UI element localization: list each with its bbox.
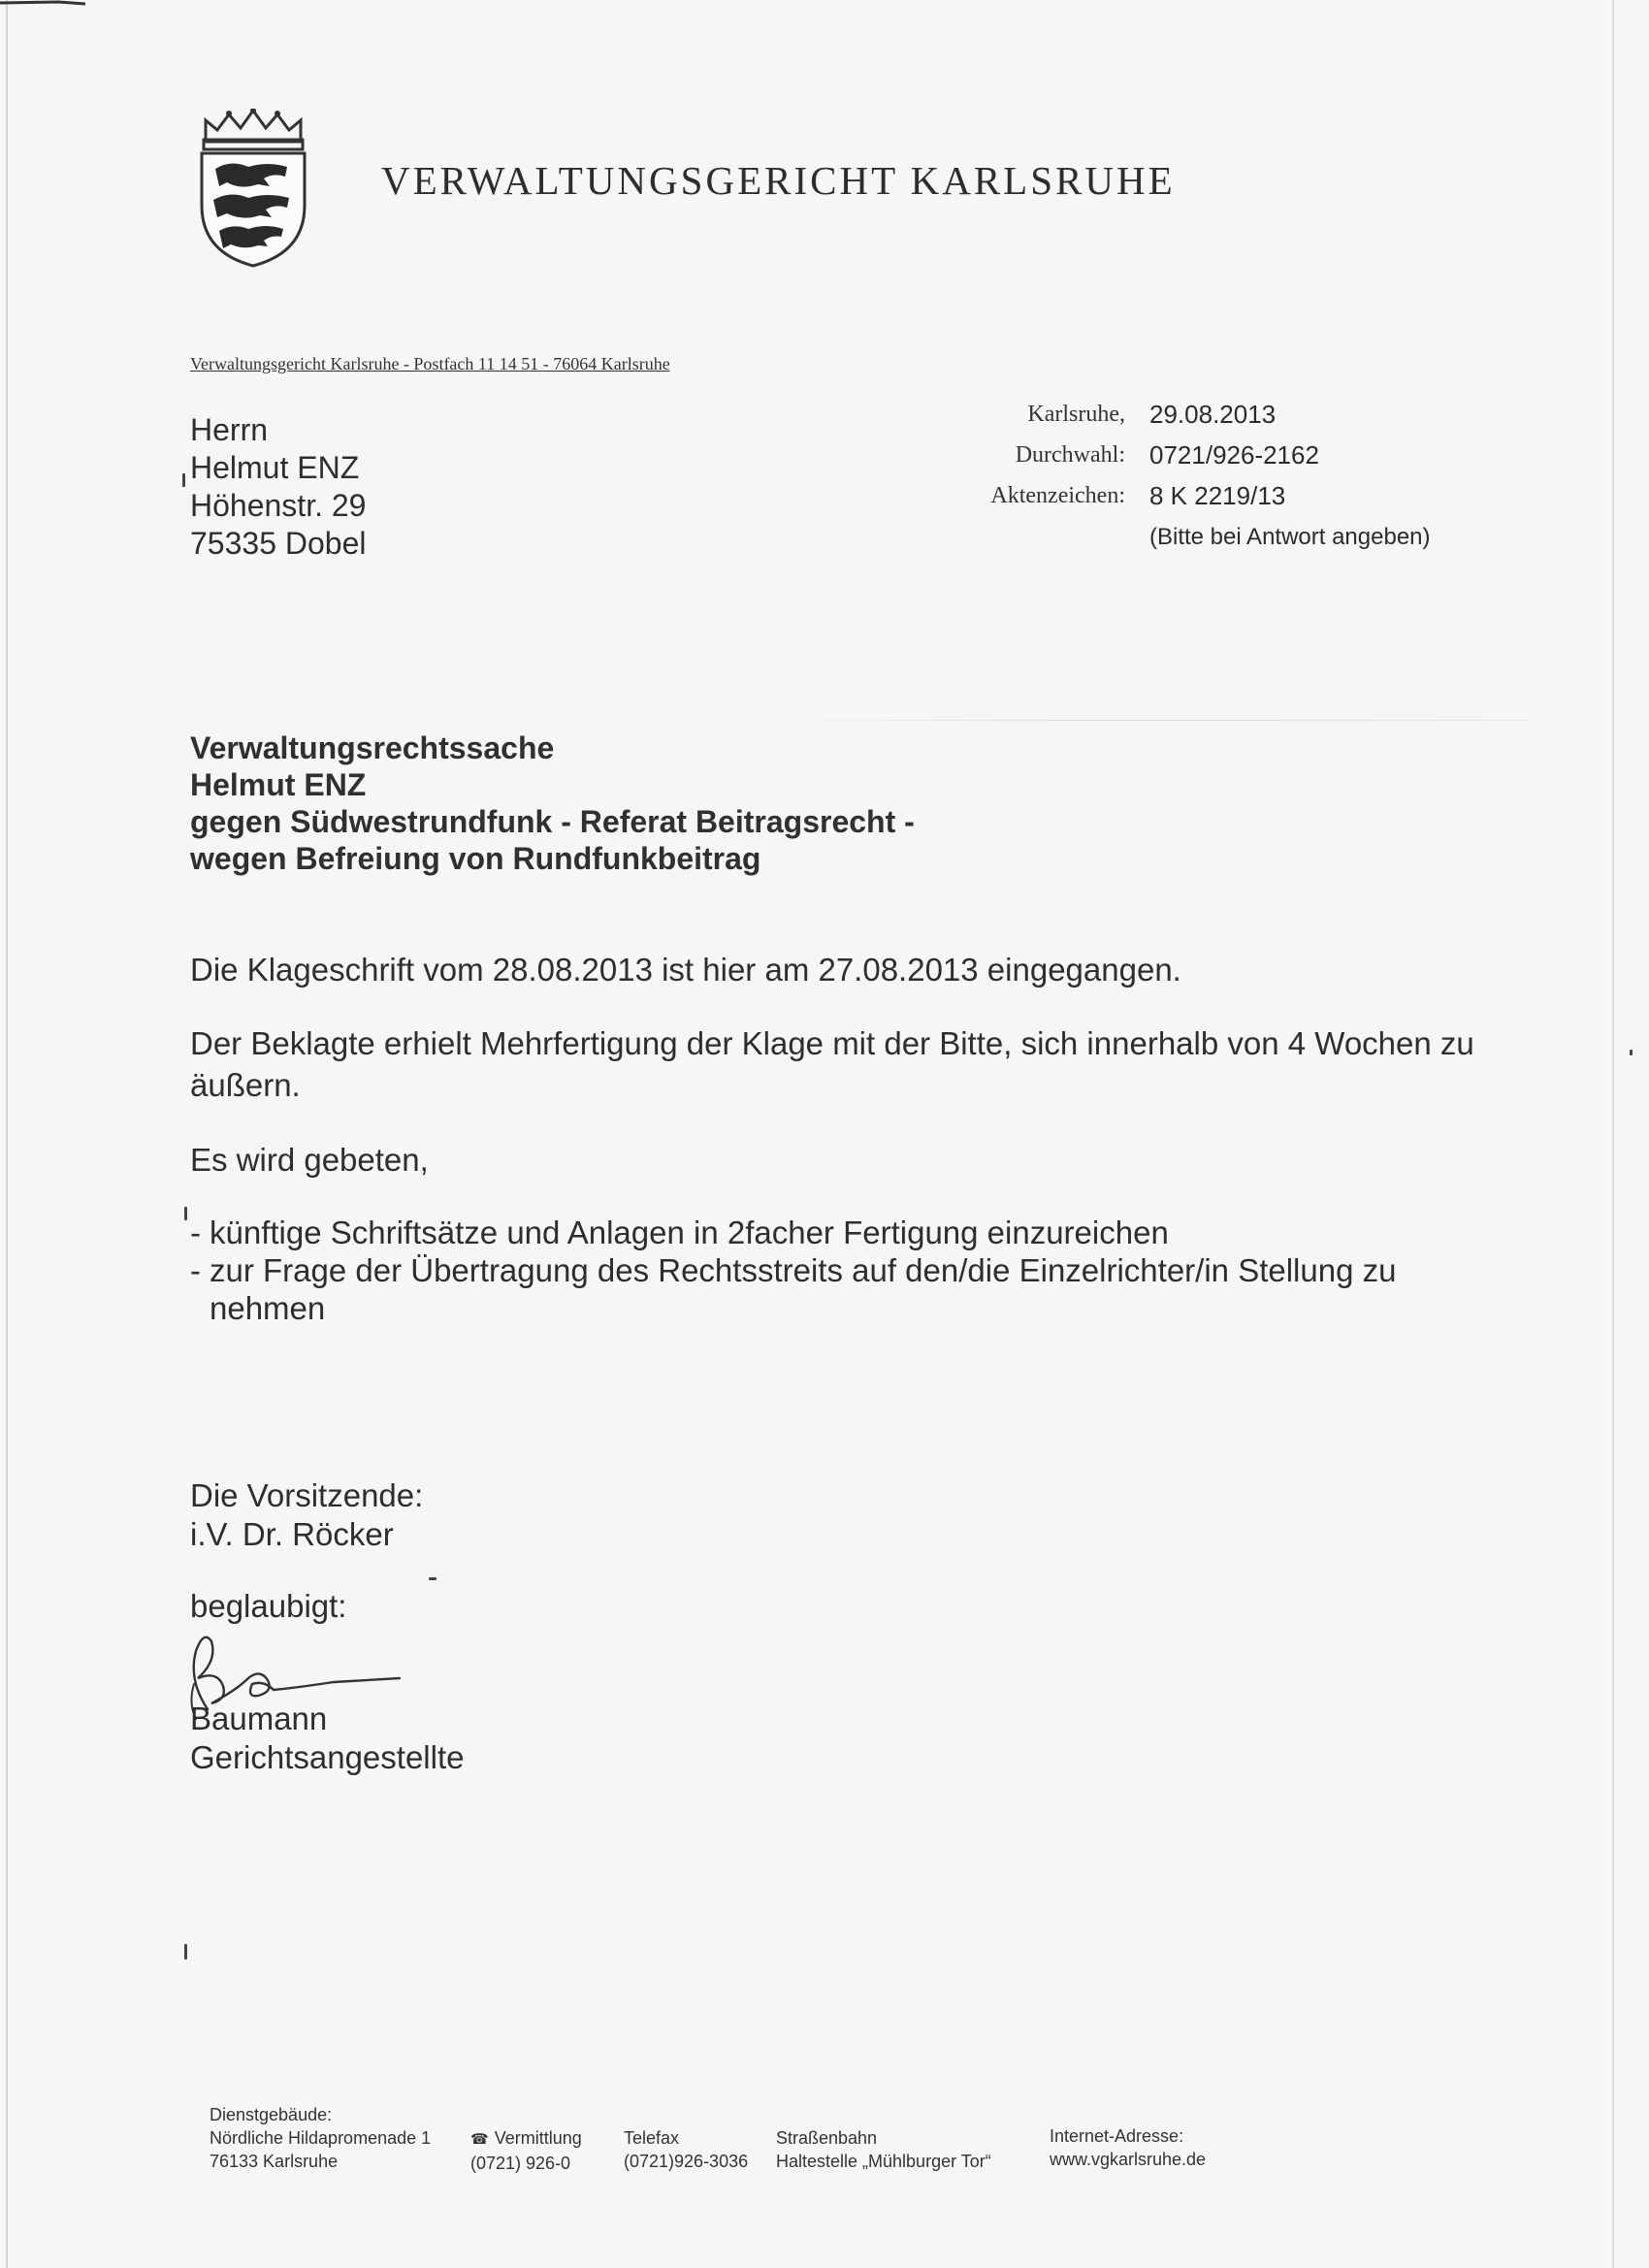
footer-building [210,2103,431,2173]
body-paragraph-2: Der Beklagte erhielt Mehrfertigung der Klage mit der Bitte, sich innerhalb von 4 Wochen zu äußern. [190,1025,1474,1103]
subject-line-3: gegen Südwestrundfunk - Referat Beitragsrecht - [190,804,915,839]
scan-edge-right [1612,0,1614,2268]
clerk-name: Baumann [190,1701,328,1736]
footer-building-label: Dienstgebäude: [210,2105,333,2124]
body-paragraph-3: Es wird gebeten, [190,1142,429,1178]
closing-block [190,1476,423,1554]
meta-phone-label: Durchwahl: [1015,442,1125,468]
meta-place-label: Karlsruhe, [1027,402,1125,427]
footer-fax [624,2126,748,2173]
footer-web [1050,2124,1206,2171]
footer-building-street: Nördliche Hildapromenade 1 [210,2128,432,2148]
meta-phone: 0721/926-2162 [1149,440,1319,470]
divider [737,720,1533,721]
closing-title: Die Vorsitzende: [190,1477,424,1513]
footer-tram [776,2126,991,2173]
list-item-text: künftige Schriftsätze und Anlagen in 2facher Fertigung einzureichen [210,1215,1169,1250]
footer-fax-label: Telefax [624,2128,680,2148]
list-item-text: zur Frage der Übertragung des Rechtsstreits auf den/die Einzelrichter/in Stellung zu [210,1252,1397,1288]
list-item [190,1251,1519,1327]
clerk-block [190,1700,464,1777]
footer-fax-number: (0721)926-3036 [624,2152,749,2171]
certification-label: beglaubigt: [190,1588,347,1624]
meta-file-label: Aktenzeichen: [990,483,1125,508]
list-dash: - [190,1252,201,1288]
case-subject [190,729,915,877]
clerk-title: Gerichtsangestellte [190,1739,465,1775]
meta-file-number: 8 K 2219/13 [1149,481,1286,510]
footer-switchboard-number: (0721) 926-0 [470,2154,571,2173]
closing-name: i.V. Dr. Röcker [190,1516,394,1552]
recipient-salutation: Herrn [190,412,269,447]
subject-line-2: Helmut ENZ [190,767,367,802]
recipient-street: Höhenstr. 29 [190,488,367,523]
baden-wuerttemberg-coat-of-arms-icon [192,109,314,270]
subject-line-4: wegen Befreiung von Rundfunkbeitrag [190,841,761,876]
list-item-text-continued: nehmen [210,1290,326,1326]
subject-line-1: Verwaltungsrechtssache [190,730,555,765]
list-item [190,1214,1519,1251]
return-address: Verwaltungsgericht Karlsruhe - Postfach 11 14 51 - 76064 Karlsruhe [190,354,670,373]
footer-building-city: 76133 Karlsruhe [210,2152,339,2171]
footer-switchboard [470,2126,582,2175]
scan-edge-left [6,0,8,2268]
telephone-icon: ☎ [470,2131,489,2148]
footer-tram-label: Straßenbahn [776,2128,878,2148]
scan-artifact [0,0,87,6]
footer-web-label: Internet-Adresse: [1050,2126,1184,2146]
recipient-address [190,411,366,563]
footer-tram-stop: Haltestelle „Mühlburger Tor“ [776,2152,991,2171]
recipient-city: 75335 Dobel [190,526,367,561]
meta-file-note: (Bitte bei Antwort angeben) [1149,524,1431,550]
court-name: VERWALTUNGSGERICHT KARLSRUHE [381,158,1176,203]
meta-date: 29.08.2013 [1149,400,1277,429]
footer-web-address: www.vgkarlsruhe.de [1050,2150,1207,2169]
request-list [190,1214,1519,1327]
footer-switchboard-label: Vermittlung [494,2128,582,2148]
list-dash: - [190,1215,201,1250]
recipient-name: Helmut ENZ [190,450,360,485]
body-paragraph-1: Die Klageschrift vom 28.08.2013 ist hier am 27.08.2013 eingegangen. [190,952,1181,988]
